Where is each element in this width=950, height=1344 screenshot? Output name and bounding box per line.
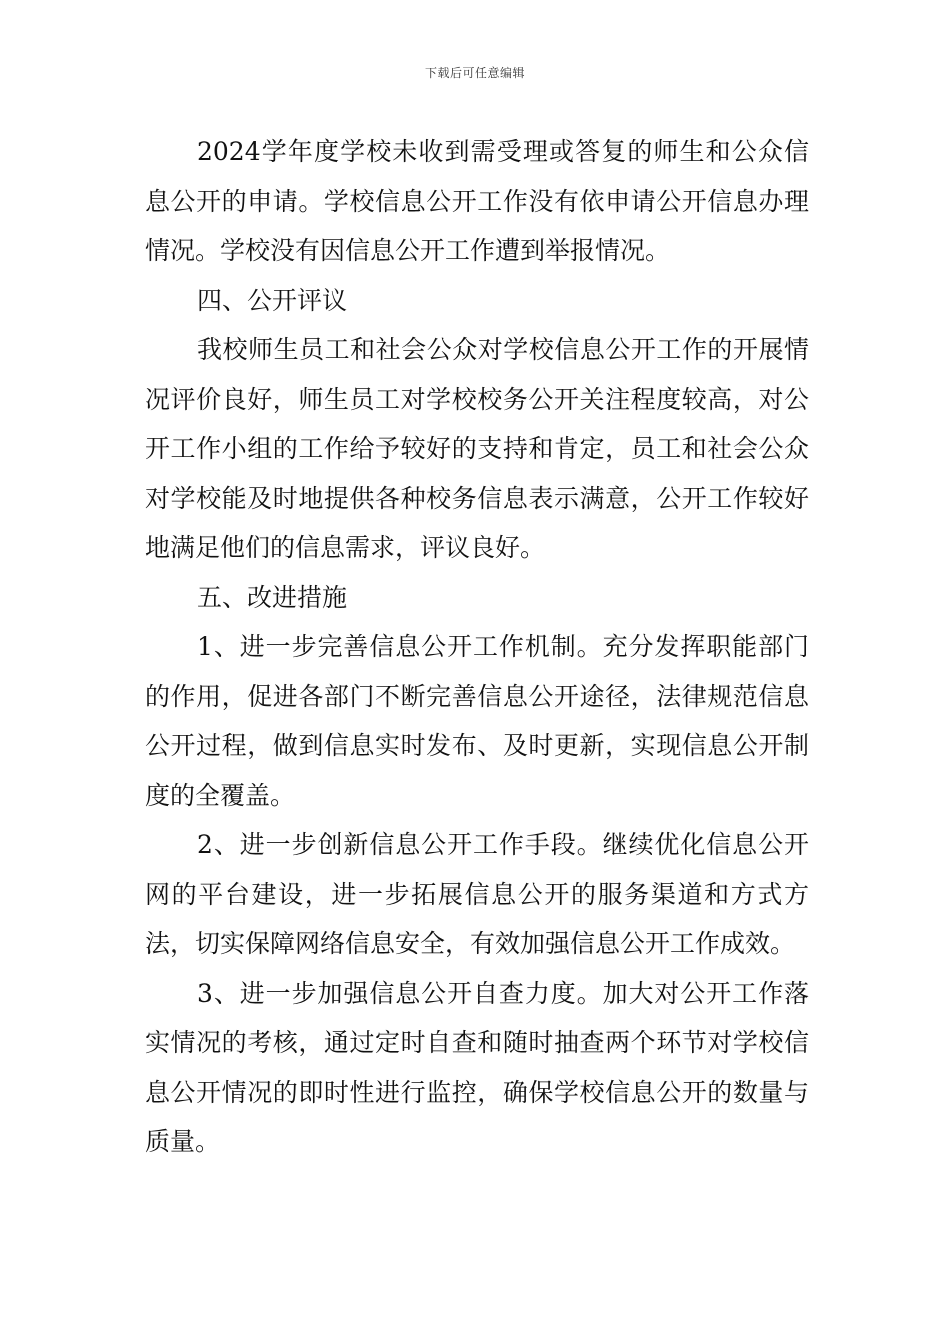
paragraph-application-status: 2024学年度学校未收到需受理或答复的师生和公众信息公开的申请。学校信息公开工作没有依申请公开信息办理情况。学校没有因信息公开工作遭到举报情况。 [145, 137, 809, 265]
paragraph-measure-2: 2、进一步创新信息公开工作手段。继续优化信息公开网的平台建设，进一步拓展信息公开的服务渠道和方式方法，切实保障网络信息安全，有效加强信息公开工作成效。 [145, 830, 809, 958]
paragraph-measure-3: 3、进一步加强信息公开自查力度。加大对公开工作落实情况的考核，通过定时自查和随时抽查两个环节对学校信息公开情况的即时性进行监控，确保学校信息公开的数量与质量。 [145, 978, 809, 1156]
paragraph-public-review: 我校师生员工和社会公众对学校信息公开工作的开展情况评价良好，师生员工对学校校务公开关注程度较高，对公开工作小组的工作给予较好的支持和肯定，员工和社会公众对学校能及时地提供各种校务信息表示满意，公开工作较好地满足他们的信息需求，评议良好。 [145, 335, 809, 562]
section-heading-improvement-measures: 五、改进措施 [197, 582, 348, 612]
document-body [145, 127, 809, 1167]
section-heading-public-review: 四、公开评议 [197, 285, 348, 315]
paragraph-measure-1: 1、进一步完善信息公开工作机制。充分发挥职能部门的作用，促进各部门不断完善信息公开途径，法律规范信息公开过程，做到信息实时发布、及时更新，实现信息公开制度的全覆盖。 [145, 632, 809, 810]
header-note: 下载后可任意编辑 [424, 66, 525, 80]
